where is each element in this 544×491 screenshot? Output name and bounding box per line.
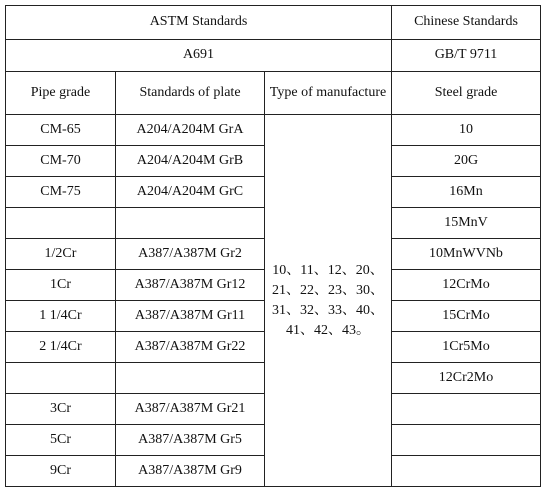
pipe-grade-cell: 1 1/4Cr xyxy=(6,301,116,332)
manufacture-type-cell xyxy=(265,115,392,487)
manufacture-line: 10、11、12、20、 xyxy=(272,262,384,278)
steel-grade-cell: 20G xyxy=(392,146,541,177)
manufacture-line: 21、22、23、30、 xyxy=(272,282,384,298)
manufacture-type-header: Type of manufacture xyxy=(265,72,392,115)
steel-grade-cell: 10 xyxy=(392,115,541,146)
steel-grade-header: Steel grade xyxy=(392,72,541,115)
plate-standard-cell xyxy=(116,208,265,239)
steel-grade-cell: 12Cr2Mo xyxy=(392,363,541,394)
standards-table-container xyxy=(5,5,541,487)
plate-standard-cell: A387/A387M Gr9 xyxy=(116,456,265,487)
plate-standard-cell: A204/A204M GrB xyxy=(116,146,265,177)
pipe-grade-cell: CM-75 xyxy=(6,177,116,208)
steel-grade-cell: 15CrMo xyxy=(392,301,541,332)
table-row xyxy=(6,115,541,146)
steel-grade-cell: 16Mn xyxy=(392,177,541,208)
plate-standard-cell: A387/A387M Gr22 xyxy=(116,332,265,363)
pipe-grade-cell: 1/2Cr xyxy=(6,239,116,270)
pipe-grade-cell xyxy=(6,363,116,394)
standards-table xyxy=(5,5,541,487)
plate-standard-cell: A387/A387M Gr11 xyxy=(116,301,265,332)
astm-spec-cell: A691 xyxy=(6,40,392,72)
steel-grade-cell: 10MnWVNb xyxy=(392,239,541,270)
pipe-grade-cell: 3Cr xyxy=(6,394,116,425)
header-row xyxy=(6,6,541,40)
pipe-grade-cell xyxy=(6,208,116,239)
plate-standard-cell: A387/A387M Gr12 xyxy=(116,270,265,301)
chinese-spec-cell: GB/T 9711 xyxy=(392,40,541,72)
steel-grade-cell: 15MnV xyxy=(392,208,541,239)
pipe-grade-cell: 1Cr xyxy=(6,270,116,301)
pipe-grade-header: Pipe grade xyxy=(6,72,116,115)
steel-grade-cell xyxy=(392,456,541,487)
pipe-grade-cell: 9Cr xyxy=(6,456,116,487)
plate-standard-cell: A204/A204M GrA xyxy=(116,115,265,146)
spec-row xyxy=(6,40,541,72)
steel-grade-cell: 12CrMo xyxy=(392,270,541,301)
pipe-grade-cell: 2 1/4Cr xyxy=(6,332,116,363)
plate-standard-cell: A387/A387M Gr2 xyxy=(116,239,265,270)
plate-standard-cell xyxy=(116,363,265,394)
column-header-row xyxy=(6,72,541,115)
plate-standard-cell: A204/A204M GrC xyxy=(116,177,265,208)
steel-grade-cell: 1Cr5Mo xyxy=(392,332,541,363)
manufacture-line: 31、32、33、40、 xyxy=(272,302,384,318)
pipe-grade-cell: 5Cr xyxy=(6,425,116,456)
steel-grade-cell xyxy=(392,425,541,456)
chinese-standards-header: Chinese Standards xyxy=(392,6,541,40)
astm-standards-header: ASTM Standards xyxy=(6,6,392,40)
plate-standard-cell: A387/A387M Gr5 xyxy=(116,425,265,456)
pipe-grade-cell: CM-70 xyxy=(6,146,116,177)
steel-grade-cell xyxy=(392,394,541,425)
plate-standard-header: Standards of plate xyxy=(116,72,265,115)
pipe-grade-cell: CM-65 xyxy=(6,115,116,146)
manufacture-line: 41、42、43。 xyxy=(286,322,370,338)
plate-standard-cell: A387/A387M Gr21 xyxy=(116,394,265,425)
